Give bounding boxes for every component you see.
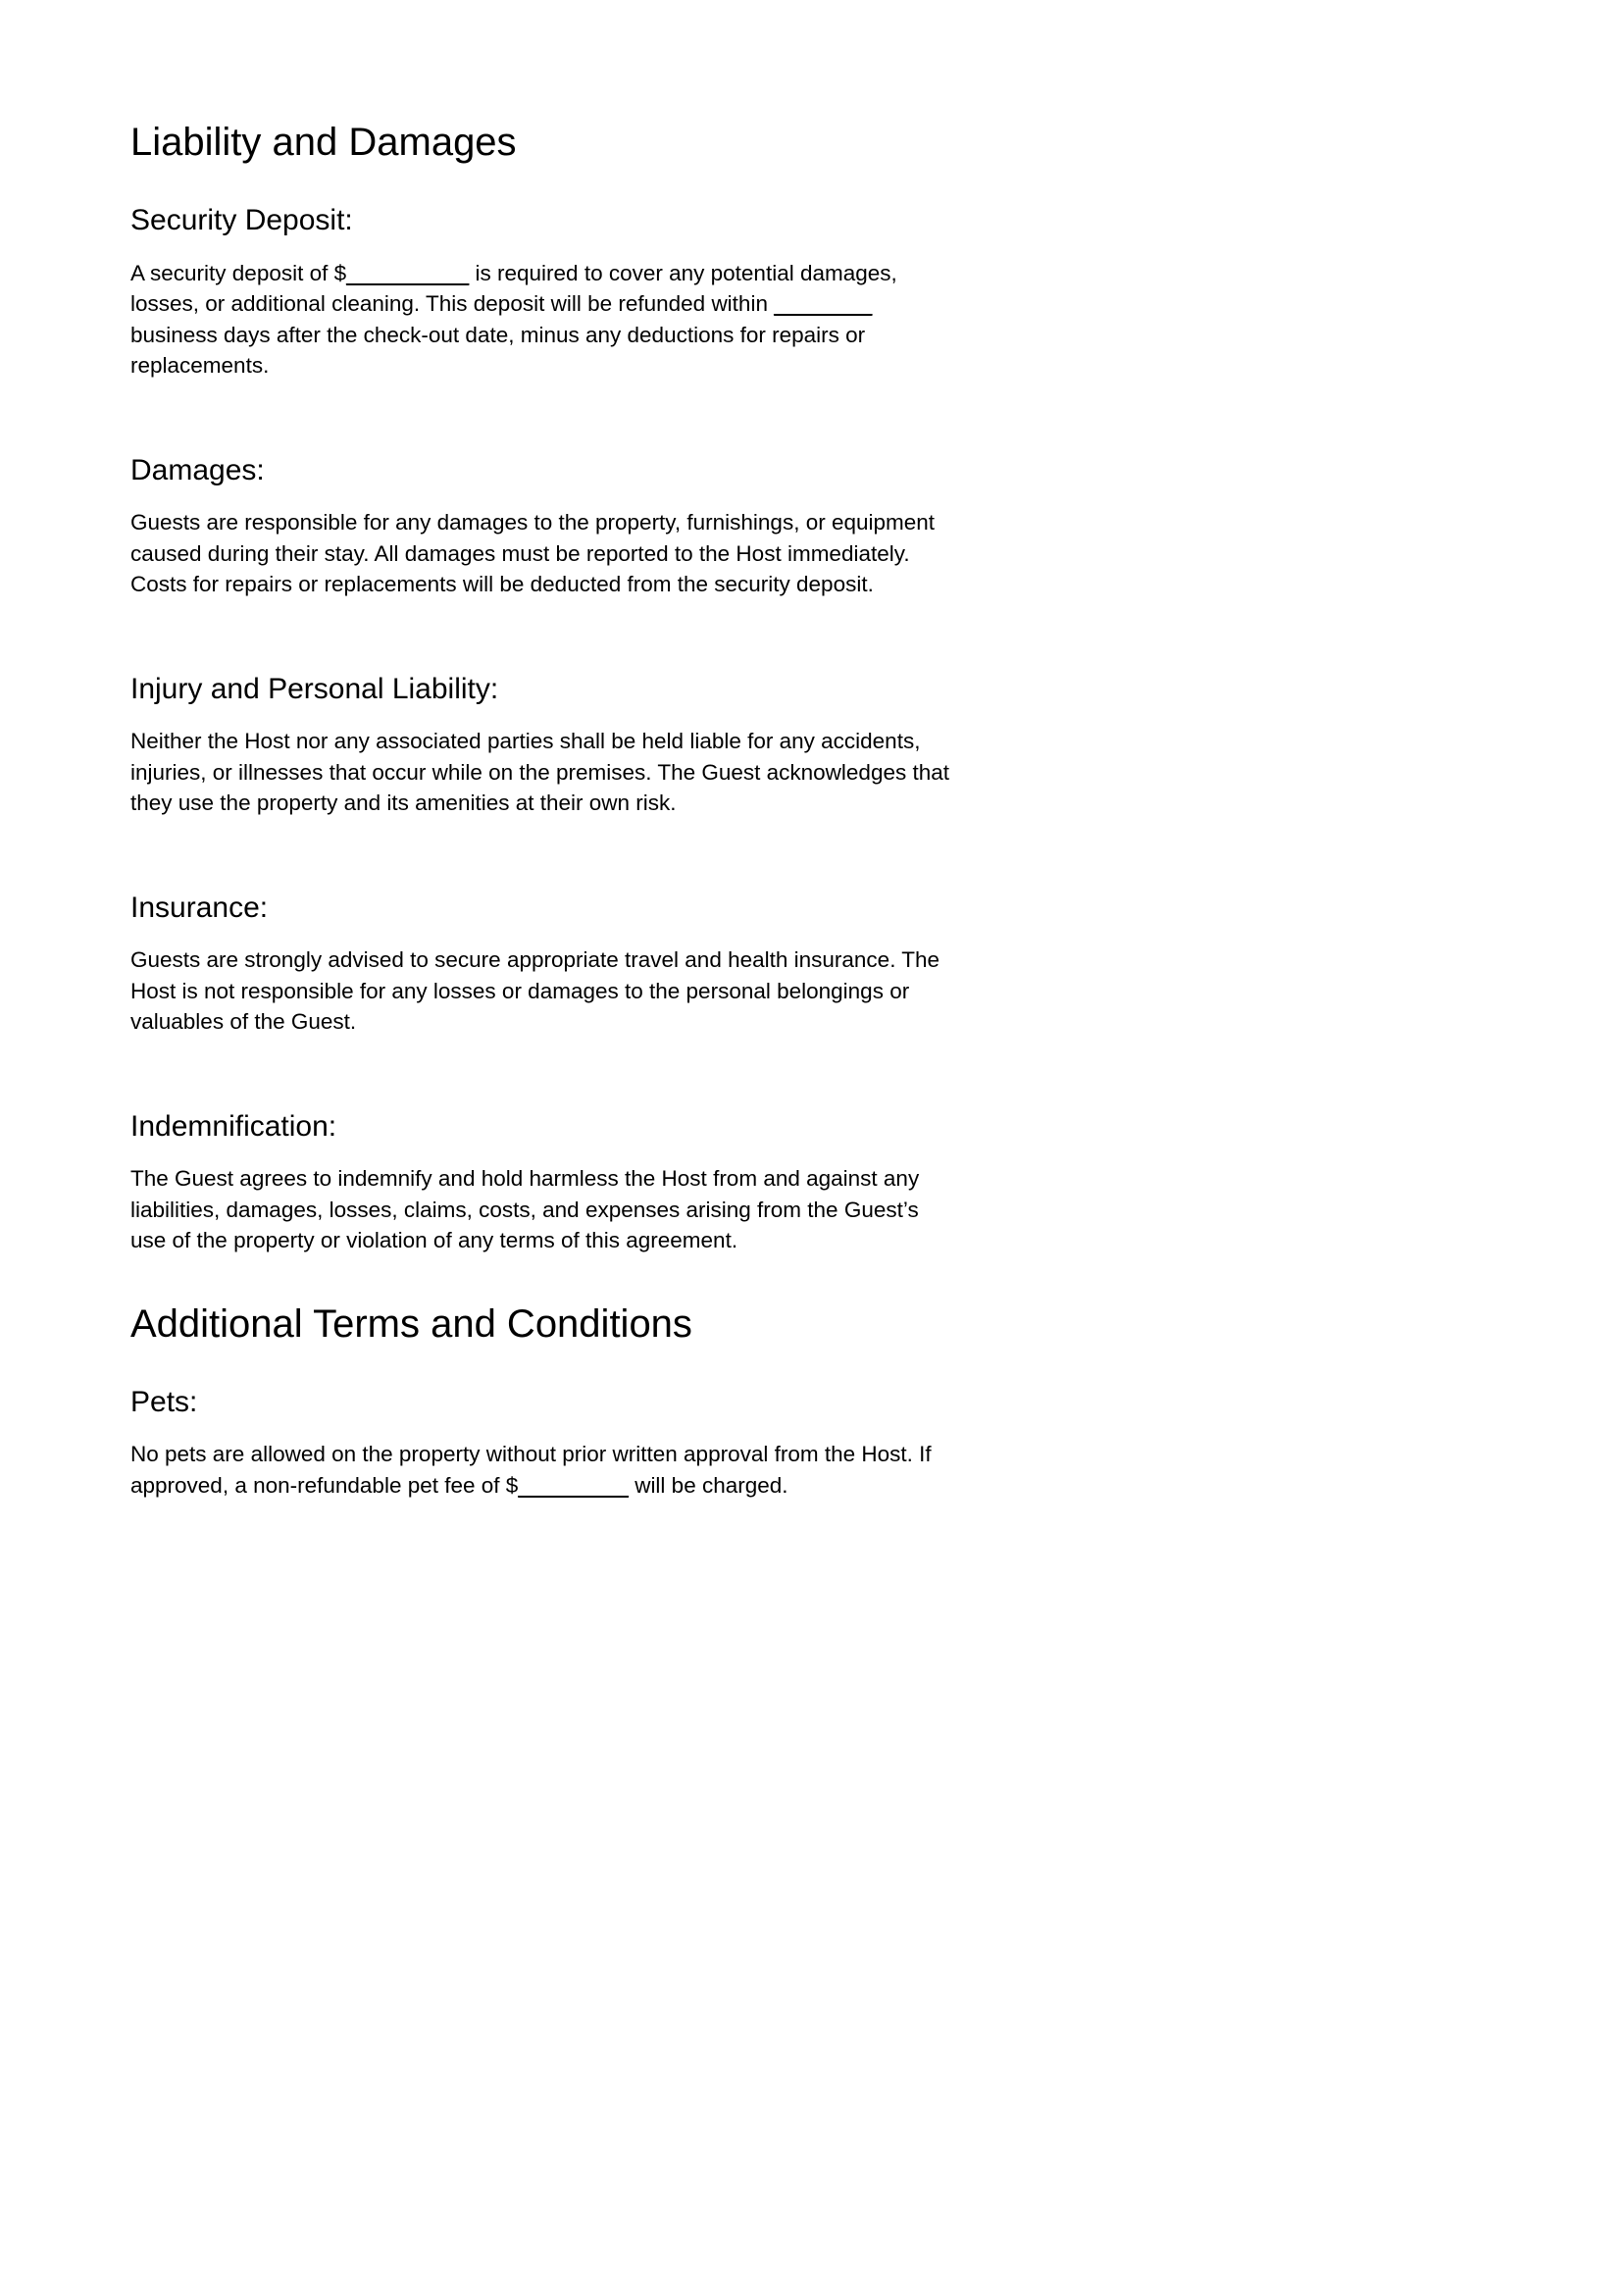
section-heading-damages: Damages: <box>130 453 265 486</box>
section-heading-insurance: Insurance: <box>130 891 269 924</box>
section-body-security-deposit <box>130 258 958 382</box>
spacer <box>130 706 958 726</box>
spacer <box>130 165 958 204</box>
fill-in-blank-deposit-amount[interactable]: __________ <box>346 260 470 285</box>
section-heading-security-deposit: Security Deposit: <box>130 204 353 236</box>
section-body-insurance: Guests are strongly advised to secure appropriate travel and health insurance. The Host is not responsible for any losses or damages to the personal belongings or valuables of the Guest. <box>130 947 940 1034</box>
spacer <box>130 819 958 892</box>
spacer <box>130 487 958 507</box>
spacer <box>130 1038 958 1110</box>
section-heading-additional-terms-and-conditions: Additional Terms and Conditions <box>130 1301 692 1346</box>
spacer <box>130 382 958 454</box>
top-spacer <box>130 0 958 120</box>
section-heading-indemnification: Indemnification: <box>130 1109 337 1143</box>
section-body-indemnification: The Guest agrees to indemnify and hold harmless the Host from and against any liabilities, damages, losses, claims, costs, and expenses arising from the Guest’s use of the property or violation of any terms of this agreement. <box>130 1166 920 1252</box>
spacer <box>130 1144 958 1163</box>
section-body-damages: Guests are responsible for any damages to the property, furnishings, or equipment caused during their stay. All damages must be reported to the Host immediately. Costs for repairs or replacements will be deducted from the security deposit. <box>130 510 936 596</box>
spacer <box>130 925 958 944</box>
section-heading-pets: Pets: <box>130 1385 198 1418</box>
section-heading-injury-and-personal-liability: Injury and Personal Liability: <box>130 672 499 705</box>
document-content <box>130 0 958 1501</box>
body-text: A security deposit of $ <box>130 260 347 285</box>
fill-in-blank-pet-fee[interactable]: _________ <box>518 1472 629 1498</box>
body-text: will be charged. <box>628 1472 788 1498</box>
section-body-injury-and-personal-liability: Neither the Host nor any associated parties shall be held liable for any accidents, injuries, or illnesses that occur while on the premises. The Guest acknowledges that they use the property and its amenities at their own risk. <box>130 729 950 815</box>
body-text: No pets are allowed on the property without prior written approval from the Host. If approved, a non-refundable pet fee of $ <box>130 1442 932 1498</box>
body-text: is required to cover any potential damages, losses, or additional cleaning. This deposit will be refunded within <box>130 260 897 316</box>
spacer <box>130 1347 958 1386</box>
page-title: Liability and Damages <box>130 121 517 164</box>
body-text: business days after the check-out date, minus any deductions for repairs or replacements. <box>130 322 866 378</box>
fill-in-blank-refund-days[interactable]: ________ <box>774 291 873 316</box>
spacer <box>130 600 958 673</box>
spacer <box>130 238 958 258</box>
spacer <box>130 1256 958 1301</box>
section-body-pets <box>130 1439 958 1501</box>
spacer <box>130 1419 958 1439</box>
